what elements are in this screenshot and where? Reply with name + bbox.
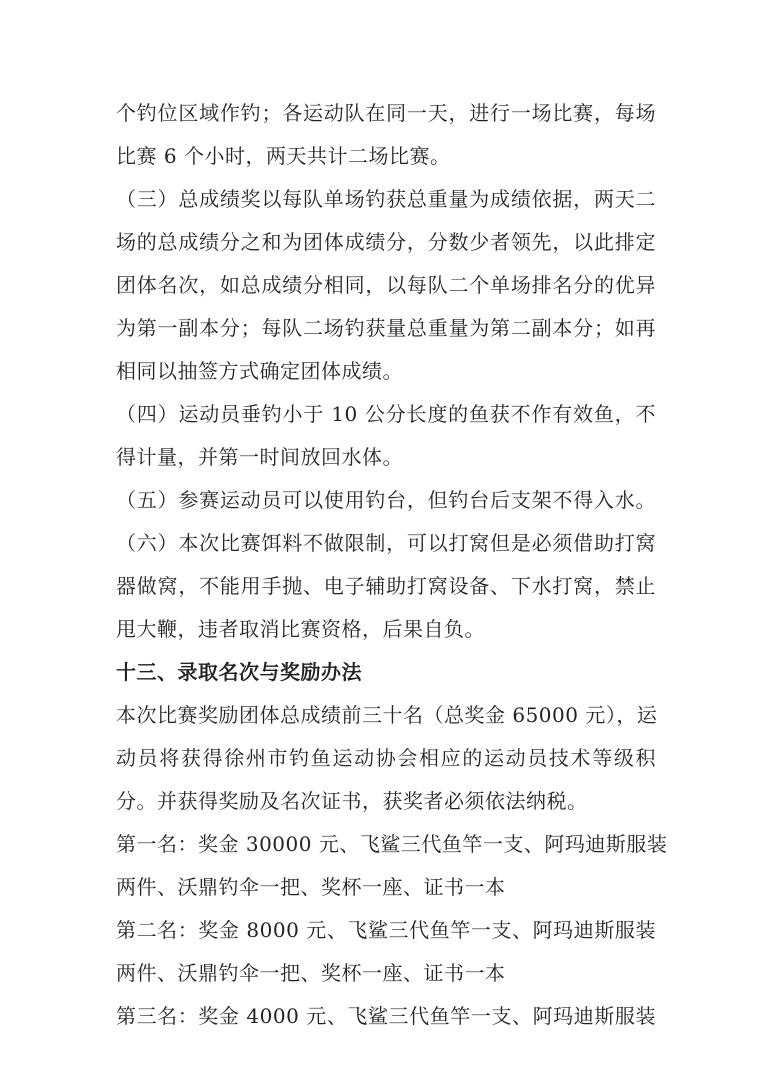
paragraph-line: 个钓位区域作钓；各运动队在同一天，进行一场比赛，每场 [116,101,656,125]
paragraph-line: 团体名次，如总成绩分相同，以每队二个单场排名分的优异 [116,273,656,297]
section-heading: 十三、录取名次与奖励办法 [116,660,362,684]
paragraph-line: （五）参赛运动员可以使用钓台，但钓台后支架不得入水。 [116,488,656,512]
paragraph-line: 动员将获得徐州市钓鱼运动协会相应的运动员技术等级积 [116,746,656,770]
prize-line: 第二名：奖金 8000 元、飞鲨三代鱼竿一支、阿玛迪斯服装 [116,918,656,942]
paragraph-line: 得计量，并第一时间放回水体。 [116,445,403,469]
paragraph-line: 为第一副本分；每队二场钓获量总重量为第二副本分；如再 [116,316,656,340]
paragraph-line: 本次比赛奖励团体总成绩前三十名（总奖金 65000 元），运 [116,703,658,727]
paragraph-line: 分。并获得奖励及名次证书，获奖者必须依法纳税。 [116,789,588,813]
prize-line: 两件、沃鼎钓伞一把、奖杯一座、证书一本 [116,961,506,985]
prize-line: 两件、沃鼎钓伞一把、奖杯一座、证书一本 [116,875,506,899]
paragraph-line: （三）总成绩奖以每队单场钓获总重量为成绩依据，两天二 [116,187,656,211]
prize-line: 第一名：奖金 30000 元、飞鲨三代鱼竿一支、阿玛迪斯服装 [116,832,668,856]
paragraph-line: （四）运动员垂钓小于 10 公分长度的鱼获不作有效鱼，不 [116,402,656,426]
paragraph-line: 甩大鞭，违者取消比赛资格，后果自负。 [116,617,485,641]
paragraph-line: 场的总成绩分之和为团体成绩分，分数少者领先，以此排定 [116,230,656,254]
paragraph-line: （六）本次比赛饵料不做限制，可以打窝但是必须借助打窝 [116,531,656,555]
paragraph-line: 比赛 6 个小时，两天共计二场比赛。 [116,144,451,168]
prize-line: 第三名：奖金 4000 元、飞鲨三代鱼竿一支、阿玛迪斯服装 [116,1004,656,1028]
paragraph-line: 相同以抽签方式确定团体成绩。 [116,359,403,383]
paragraph-line: 器做窝，不能用手抛、电子辅助打窝设备、下水打窝，禁止 [116,574,656,598]
